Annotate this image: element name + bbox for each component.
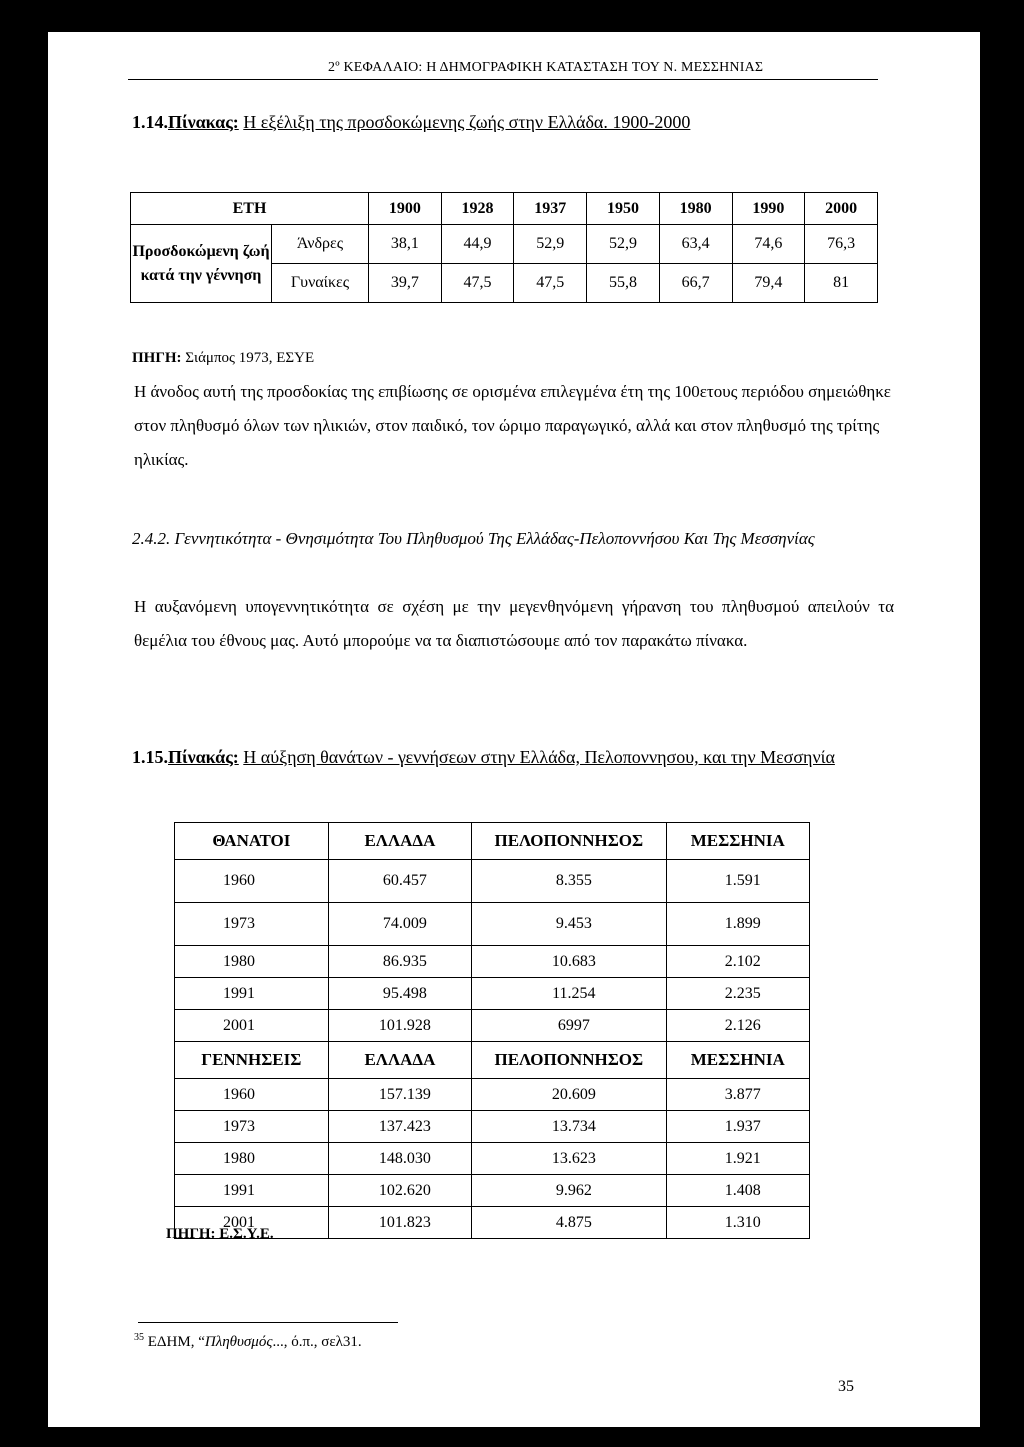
table-cell: 1.921 xyxy=(666,1143,810,1175)
table-cell: 8.355 xyxy=(472,860,666,903)
table-cell: 52,9 xyxy=(587,225,660,264)
year-cell: 1960 xyxy=(175,1079,329,1111)
table-cell: 86.935 xyxy=(328,946,471,978)
table-cell: 6997 xyxy=(472,1010,666,1042)
footnote-text-a: ΕΔΗΜ, “ xyxy=(147,1334,205,1350)
column-header-greece: ΕΛΛΑΔΑ xyxy=(328,823,471,860)
column-header-peloponnese: ΠΕΛΟΠΟΝΝΗΣΟΣ xyxy=(472,1042,666,1079)
table1-caption-label: Πίνακας: xyxy=(168,112,239,132)
year-cell: 1973 xyxy=(175,1111,329,1143)
table1-caption-text: Η εξέλιξη της προσδοκώμενης ζωής στην Ελλάδα. 1900-2000 xyxy=(243,112,691,132)
table2-caption-number: 1.15. xyxy=(132,747,168,767)
table-cell: 1.937 xyxy=(666,1111,810,1143)
table-cell: 9.453 xyxy=(472,903,666,946)
table-cell: 2.126 xyxy=(666,1010,810,1042)
year-cell: 2000 xyxy=(805,193,878,225)
table-row xyxy=(175,860,810,903)
deaths-header: ΘΑΝΑΤΟΙ xyxy=(175,823,329,860)
row-label-men: Άνδρες xyxy=(272,225,369,264)
table-cell: 1.310 xyxy=(666,1207,810,1239)
table1-year-row xyxy=(131,193,878,225)
births-header-row xyxy=(175,1042,810,1079)
table-cell: 81 xyxy=(805,264,878,303)
table-cell: 55,8 xyxy=(587,264,660,303)
table-cell: 1.408 xyxy=(666,1175,810,1207)
table-cell: 101.823 xyxy=(328,1207,471,1239)
column-header-greece: ΕΛΛΑΔΑ xyxy=(328,1042,471,1079)
table-cell: 11.254 xyxy=(472,978,666,1010)
table2-caption-label: Πίνακάς: xyxy=(168,747,239,767)
table-cell: 157.139 xyxy=(328,1079,471,1111)
footnote-rule xyxy=(138,1322,398,1323)
year-cell: 1991 xyxy=(175,978,329,1010)
life-expectancy-table xyxy=(130,192,878,303)
column-header-messinia: ΜΕΣΣΗΝΙΑ xyxy=(666,1042,810,1079)
table2-caption xyxy=(132,740,892,774)
years-label: ΕΤΗ xyxy=(131,193,369,225)
table-cell: 47,5 xyxy=(514,264,587,303)
table-cell: 60.457 xyxy=(328,860,471,903)
row-label-women: Γυναίκες xyxy=(272,264,369,303)
table-cell: 2.235 xyxy=(666,978,810,1010)
year-cell: 1950 xyxy=(587,193,660,225)
table-row xyxy=(175,1175,810,1207)
table-cell: 4.875 xyxy=(472,1207,666,1239)
year-cell: 1900 xyxy=(369,193,442,225)
table-cell: 44,9 xyxy=(441,225,514,264)
year-cell: 1973 xyxy=(175,903,329,946)
year-cell: 2001 xyxy=(175,1207,329,1239)
table-cell: 66,7 xyxy=(659,264,732,303)
page-number: 35 xyxy=(838,1378,854,1395)
table-cell: 101.928 xyxy=(328,1010,471,1042)
table-row xyxy=(175,946,810,978)
table-cell: 13.734 xyxy=(472,1111,666,1143)
year-cell: 1928 xyxy=(441,193,514,225)
table-row xyxy=(175,978,810,1010)
table-row xyxy=(175,903,810,946)
chapter-header: 2º ΚΕΦΑΛΑΙΟ: Η ΔΗΜΟΓΡΑΦΙΚΗ ΚΑΤΑΣΤΑΣΗ ΤΟΥ Ν. ΜΕΣΣΗΝΙΑΣ xyxy=(328,60,764,75)
table-cell: 79,4 xyxy=(732,264,805,303)
table-row xyxy=(175,1143,810,1175)
table-cell: 137.423 xyxy=(328,1111,471,1143)
column-header-messinia: ΜΕΣΣΗΝΙΑ xyxy=(666,823,810,860)
table-cell: 95.498 xyxy=(328,978,471,1010)
year-cell: 1980 xyxy=(175,946,329,978)
year-cell: 1980 xyxy=(175,1143,329,1175)
footnote xyxy=(134,1332,362,1351)
document-page xyxy=(48,32,980,1427)
deaths-header-row xyxy=(175,823,810,860)
table1-caption xyxy=(132,112,690,133)
table1-source xyxy=(132,350,314,367)
table-cell: 2.102 xyxy=(666,946,810,978)
table2-caption-text: Η αύξηση θανάτων - γεννήσεων στην Ελλάδα, Πελοποννησου, και την Μεσσηνία xyxy=(243,747,835,767)
footnote-text-b: ..., ό.π., σελ31. xyxy=(272,1334,362,1350)
table-cell: 148.030 xyxy=(328,1143,471,1175)
footnote-number: 35 xyxy=(134,1332,144,1343)
table-cell: 52,9 xyxy=(514,225,587,264)
table1-source-text: Σιάμπος 1973, ΕΣΥΕ xyxy=(185,350,315,366)
header-rule xyxy=(128,79,878,80)
table-row xyxy=(175,1010,810,1042)
year-cell: 1991 xyxy=(175,1175,329,1207)
table-row xyxy=(175,1079,810,1111)
table2-source: ΠΗΓΗ: Ε.Σ.Υ.Ε. xyxy=(166,1226,274,1242)
table-cell: 39,7 xyxy=(369,264,442,303)
table1-stub: Προσδοκώμενη ζωή κατά την γέννηση xyxy=(131,225,272,303)
table-cell: 9.962 xyxy=(472,1175,666,1207)
table-cell: 13.623 xyxy=(472,1143,666,1175)
table-cell: 20.609 xyxy=(472,1079,666,1111)
table-cell: 74,6 xyxy=(732,225,805,264)
table-cell: 47,5 xyxy=(441,264,514,303)
births-header: ΓΕΝΝΗΣΕΙΣ xyxy=(175,1042,329,1079)
column-header-peloponnese: ΠΕΛΟΠΟΝΝΗΣΟΣ xyxy=(472,823,666,860)
year-cell: 1960 xyxy=(175,860,329,903)
table-cell: 76,3 xyxy=(805,225,878,264)
table-cell: 102.620 xyxy=(328,1175,471,1207)
year-cell: 1937 xyxy=(514,193,587,225)
year-cell: 1990 xyxy=(732,193,805,225)
table-row xyxy=(175,1111,810,1143)
table-cell: 1.899 xyxy=(666,903,810,946)
section-title: 2.4.2. Γεννητικότητα - Θνησιμότητα Του Πληθυσμού Της Ελλάδας-Πελοποννήσου Και Της Μεσσηνίας xyxy=(132,529,815,548)
table-cell: 10.683 xyxy=(472,946,666,978)
table1-men-row xyxy=(131,225,878,264)
table-cell: 3.877 xyxy=(666,1079,810,1111)
table-cell: 74.009 xyxy=(328,903,471,946)
table1-caption-number: 1.14. xyxy=(132,112,168,132)
year-cell: 1980 xyxy=(659,193,732,225)
footnote-text-italic: Πληθυσμός xyxy=(204,1334,273,1350)
paragraph-birth-rate: Η αυξανόμενη υπογεννητικότητα σε σχέση με την μεγενθηνόμενη γήρανση του πληθυσμού απειλούν τα θεμέλια του έθνους μας. Αυτό μπορούμε να τα διαπιστώσουμε από τον παρακάτω πίνακα. xyxy=(134,597,894,650)
table-cell: 38,1 xyxy=(369,225,442,264)
table1-source-label: ΠΗΓΗ: xyxy=(132,350,182,366)
paragraph-life-expectancy: Η άνοδος αυτή της προσδοκίας της επιβίωσης σε ορισμένα επιλεγμένα έτη της 100ετους περιόδου σημειώθηκε στον πληθυσμό όλων των ηλικιών, στον παιδικό, τον ώριμο παραγωγικό, αλλά και στον πληθυσμό της τρίτης ηλικίας. xyxy=(134,382,891,469)
table-cell: 1.591 xyxy=(666,860,810,903)
table-cell: 63,4 xyxy=(659,225,732,264)
year-cell: 2001 xyxy=(175,1010,329,1042)
deaths-births-table xyxy=(174,822,810,1239)
